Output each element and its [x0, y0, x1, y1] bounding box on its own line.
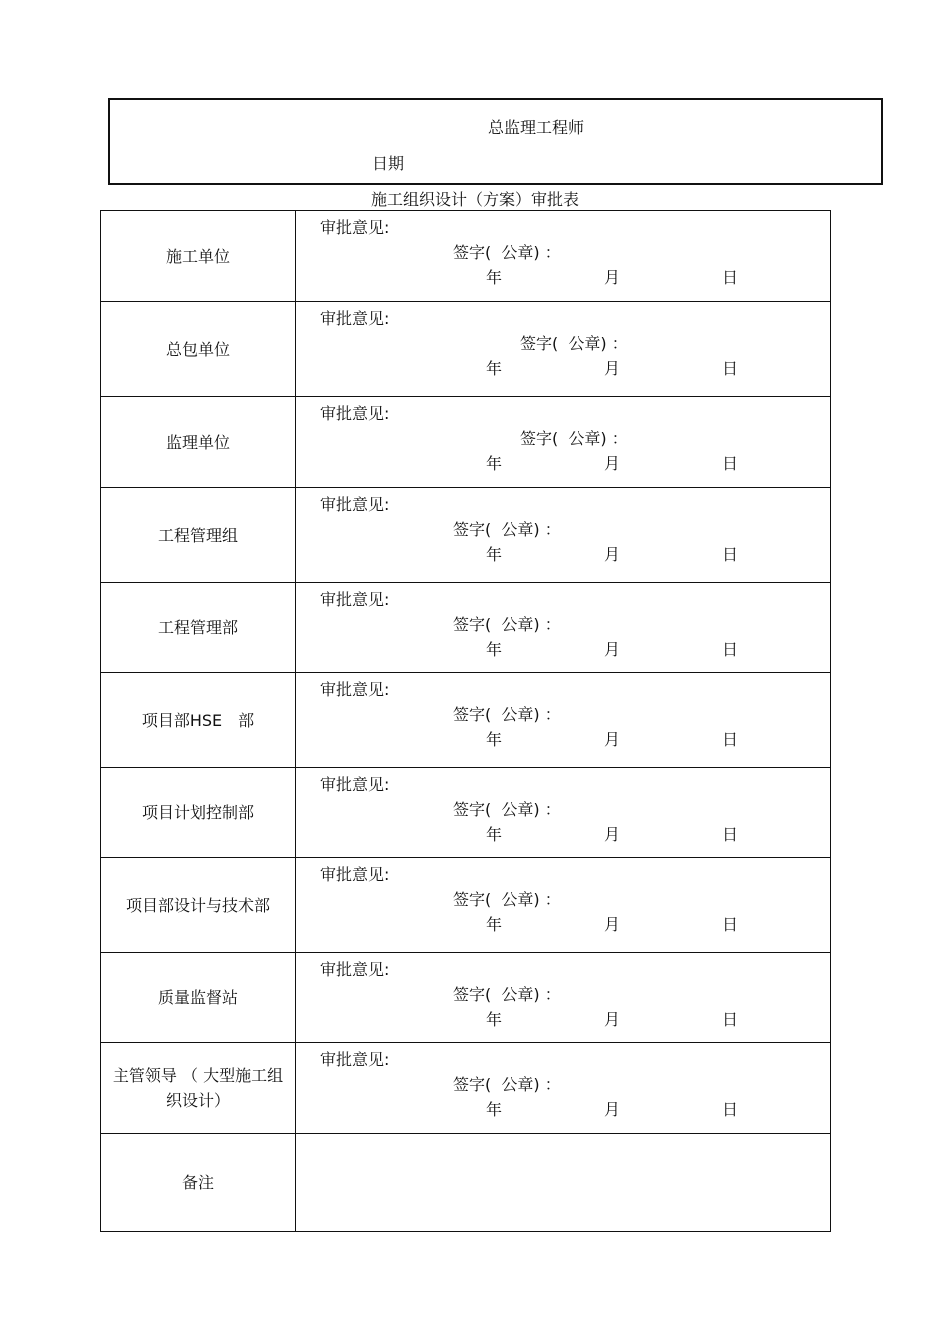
- date-label: 日期: [372, 154, 405, 173]
- month-label: 月: [604, 1010, 621, 1029]
- year-label: 年: [486, 454, 503, 473]
- approval-cell: [296, 953, 831, 1043]
- form-title: 施工组织设计（方案）审批表: [370, 190, 579, 209]
- approval-cell: [296, 1043, 831, 1134]
- approval-cell: [296, 488, 831, 583]
- month-label: 月: [604, 640, 621, 659]
- month-label: 月: [604, 915, 621, 934]
- month-label: 月: [604, 359, 621, 378]
- org-name: 总包单位: [165, 339, 230, 359]
- opinion-label: 审批意见:: [320, 590, 390, 609]
- approval-cell: [296, 768, 831, 858]
- signature-label: 签字( 公章) ：: [520, 429, 628, 448]
- approval-row: [101, 302, 831, 397]
- signature-label: 签字( 公章) ：: [453, 705, 561, 724]
- approval-row: [101, 397, 831, 488]
- org-cell: [101, 397, 296, 488]
- day-label: 日: [722, 915, 739, 934]
- year-label: 年: [486, 1010, 503, 1029]
- org-name: 项目部HSE 部: [141, 710, 255, 730]
- org-cell: [101, 302, 296, 397]
- year-label: 年: [486, 730, 503, 749]
- opinion-label: 审批意见:: [320, 218, 390, 237]
- org-cell: [101, 953, 296, 1043]
- org-name: 监理单位: [165, 432, 230, 452]
- day-label: 日: [722, 825, 739, 844]
- month-label: 月: [604, 1100, 621, 1119]
- chief-engineer-box: [108, 98, 883, 185]
- org-name: 项目部设计与技术部: [125, 895, 270, 915]
- remarks-field[interactable]: [296, 1134, 831, 1232]
- year-label: 年: [486, 268, 503, 287]
- year-label: 年: [486, 359, 503, 378]
- opinion-label: 审批意见:: [320, 495, 390, 514]
- year-label: 年: [486, 915, 503, 934]
- year-label: 年: [486, 545, 503, 564]
- org-cell: [101, 488, 296, 583]
- day-label: 日: [722, 1100, 739, 1119]
- signature-label: 签字( 公章) ：: [520, 334, 628, 353]
- signature-label: 签字( 公章) ：: [453, 1075, 561, 1094]
- month-label: 月: [604, 730, 621, 749]
- approval-row: [101, 211, 831, 302]
- org-name: 主管领导 （ 大型施工组织设计）: [112, 1066, 284, 1110]
- approval-row: [101, 583, 831, 673]
- year-label: 年: [486, 825, 503, 844]
- approval-row: [101, 673, 831, 768]
- month-label: 月: [604, 268, 621, 287]
- signature-label: 签字( 公章) ：: [453, 243, 561, 262]
- org-cell: [101, 1043, 296, 1134]
- org-cell: [101, 858, 296, 953]
- chief-engineer-label: 总监理工程师: [488, 118, 585, 137]
- approval-row: [101, 488, 831, 583]
- signature-label: 签字( 公章) ：: [453, 985, 561, 1004]
- opinion-label: 审批意见:: [320, 309, 390, 328]
- org-cell: [101, 673, 296, 768]
- approval-row: [101, 953, 831, 1043]
- day-label: 日: [722, 640, 739, 659]
- org-name: 施工单位: [165, 246, 230, 266]
- opinion-label: 审批意见:: [320, 775, 390, 794]
- day-label: 日: [722, 268, 739, 287]
- org-name: 项目计划控制部: [141, 803, 254, 822]
- org-name: 工程管理组: [157, 525, 238, 545]
- approval-cell: [296, 397, 831, 488]
- signature-label: 签字( 公章) ：: [453, 800, 561, 819]
- approval-cell: [296, 858, 831, 953]
- signature-label: 签字( 公章) ：: [453, 615, 561, 634]
- opinion-label: 审批意见:: [320, 960, 390, 979]
- month-label: 月: [604, 825, 621, 844]
- opinion-label: 审批意见:: [320, 1050, 390, 1069]
- org-name: 工程管理部: [157, 618, 238, 637]
- signature-label: 签字( 公章) ：: [453, 520, 561, 539]
- year-label: 年: [486, 640, 503, 659]
- day-label: 日: [722, 1010, 739, 1029]
- opinion-label: 审批意见:: [320, 865, 390, 884]
- year-label: 年: [486, 1100, 503, 1119]
- approval-cell: [296, 583, 831, 673]
- day-label: 日: [722, 454, 739, 473]
- remarks-row: [101, 1134, 831, 1232]
- approval-row: [101, 768, 831, 858]
- approval-cell: [296, 302, 831, 397]
- remarks-label-cell: [101, 1134, 296, 1232]
- opinion-label: 审批意见:: [320, 680, 390, 699]
- org-cell: [101, 768, 296, 858]
- day-label: 日: [722, 730, 739, 749]
- approval-row: [101, 858, 831, 953]
- approval-table: [100, 210, 831, 1232]
- month-label: 月: [604, 545, 621, 564]
- org-cell: [101, 211, 296, 302]
- day-label: 日: [722, 359, 739, 378]
- month-label: 月: [604, 454, 621, 473]
- approval-row: [101, 1043, 831, 1134]
- approval-cell: [296, 673, 831, 768]
- opinion-label: 审批意见:: [320, 404, 390, 423]
- org-cell: [101, 583, 296, 673]
- org-name: 质量监督站: [157, 988, 238, 1007]
- remarks-label: 备注: [181, 1173, 214, 1192]
- day-label: 日: [722, 545, 739, 564]
- approval-cell: [296, 211, 831, 302]
- signature-label: 签字( 公章) ：: [453, 890, 561, 909]
